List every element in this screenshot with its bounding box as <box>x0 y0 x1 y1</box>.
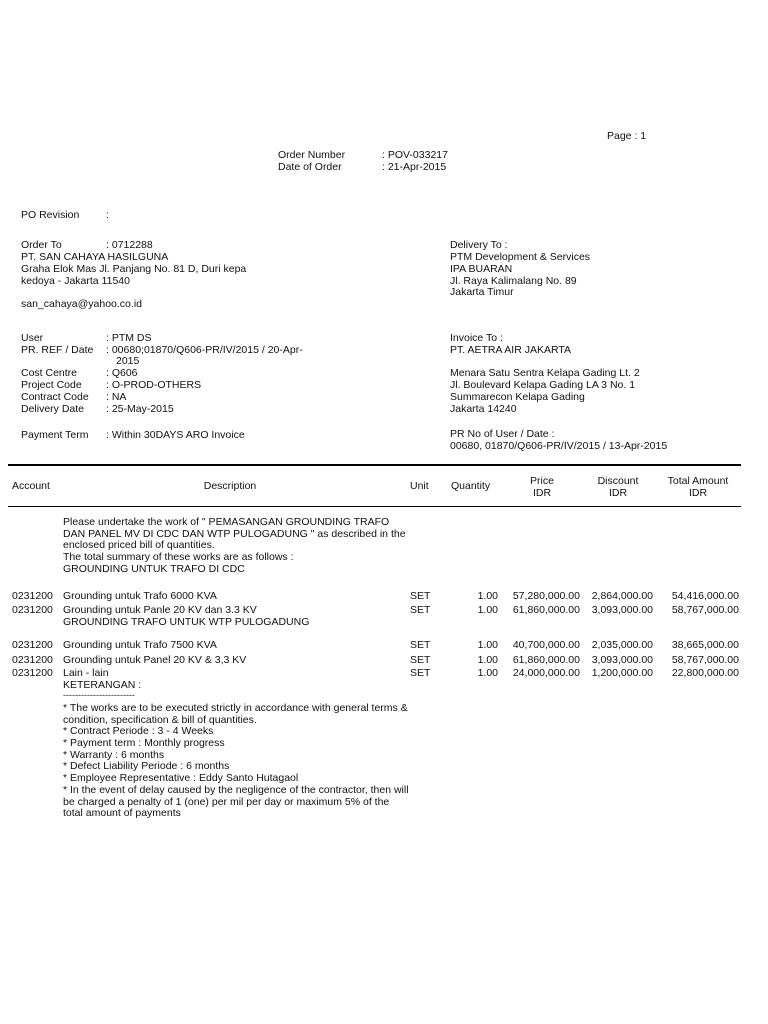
vendor-address-line-2: kedoya - Jakarta 11540 <box>21 275 130 287</box>
cell-account: 0231200 <box>12 667 53 679</box>
cell-unit: SET <box>410 654 431 666</box>
remarks-heading: KETERANGAN : <box>63 679 142 691</box>
delivery-line-2: IPA BUARAN <box>450 263 513 275</box>
intro-line: enclosed priced bill of quantities. <box>63 539 215 551</box>
pr-ref-label: PR. REF / Date <box>21 344 94 356</box>
cell-account: 0231200 <box>12 654 53 666</box>
cell-quantity: 1.00 <box>477 590 498 602</box>
cell-price: 61,860,000.00 <box>512 604 580 616</box>
po-revision-label: PO Revision <box>21 209 80 221</box>
cell-description: Grounding untuk Trafo 6000 KVA <box>63 590 217 602</box>
vendor-address-line-1: Graha Elok Mas Jl. Panjang No. 81 D, Duri kepa <box>21 263 247 275</box>
cell-discount: 3,093,000.00 <box>591 604 653 616</box>
cell-discount: 2,035,000.00 <box>591 639 653 651</box>
cell-quantity: 1.00 <box>477 639 498 651</box>
note-line: * Contract Periode : 3 - 4 Weeks <box>63 725 214 737</box>
section-heading-wtp: GROUNDING TRAFO UNTUK WTP PULOGADUNG <box>63 616 310 628</box>
vendor-email: san_cahaya@yahoo.co.id <box>21 298 142 310</box>
intro-line: Please undertake the work of " PEMASANGAN GROUNDING TRAFO <box>63 516 390 528</box>
cell-price: 61,860,000.00 <box>512 654 580 666</box>
note-line: * The works are to be executed strictly in accordance with general terms & <box>63 702 408 714</box>
cell-price: 40,700,000.00 <box>512 639 580 651</box>
user-value: : PTM DS <box>106 332 152 344</box>
invoice-line-3: Summarecon Kelapa Gading <box>450 391 585 403</box>
payment-term-value: : Within 30DAYS ARO Invoice <box>106 429 245 441</box>
payment-term-label: Payment Term <box>21 429 89 441</box>
col-price-header: Price <box>530 475 554 487</box>
intro-line: DAN PANEL MV DI CDC DAN WTP PULOGADUNG " as described in the <box>63 528 406 540</box>
note-line: * Payment term : Monthly progress <box>63 737 225 749</box>
intro-line: The total summary of these works are as follows : <box>63 551 294 563</box>
cell-account: 0231200 <box>12 604 53 616</box>
cell-description: Grounding untuk Panle 20 KV dan 3.3 KV <box>63 604 257 616</box>
cost-centre-value: : Q606 <box>106 367 138 379</box>
col-description-header: Description <box>203 480 257 492</box>
delivery-line-4: Jakarta Timur <box>450 286 514 298</box>
cell-unit: SET <box>410 667 431 679</box>
invoice-to-label: Invoice To : <box>450 332 503 344</box>
note-line: total amount of payments <box>63 807 181 819</box>
cell-unit: SET <box>410 639 431 651</box>
delivery-to-label: Delivery To : <box>450 239 508 251</box>
project-code-value: : O-PROD-OTHERS <box>106 379 202 391</box>
table-header-rule <box>8 506 741 507</box>
cell-quantity: 1.00 <box>477 654 498 666</box>
cell-discount: 1,200,000.00 <box>591 667 653 679</box>
cell-description: Lain - lain <box>63 667 109 679</box>
cell-total: 38,665,000.00 <box>671 639 739 651</box>
pr-user-value: 00680, 01870/Q606-PR/IV/2015 / 13-Apr-2015 <box>450 440 668 452</box>
delivery-line-3: Jl. Raya Kalimalang No. 89 <box>450 275 577 287</box>
invoice-line-4: Jakarta 14240 <box>450 403 517 415</box>
order-to-value: : 0712288 <box>106 239 153 251</box>
note-line: * Warranty : 6 months <box>63 749 165 761</box>
invoice-company: PT. AETRA AIR JAKARTA <box>450 344 571 356</box>
cell-account: 0231200 <box>12 639 53 651</box>
remarks-divider: ------------------------ <box>63 690 135 700</box>
note-line: * Defect Liability Periode : 6 months <box>63 760 230 772</box>
vendor-name: PT. SAN CAHAYA HASILGUNA <box>21 251 169 263</box>
cell-unit: SET <box>410 590 431 602</box>
project-code-label: Project Code <box>21 379 82 391</box>
cell-discount: 2,864,000.00 <box>591 590 653 602</box>
order-number-label: Order Number <box>278 149 346 161</box>
col-account-header: Account <box>12 480 50 492</box>
col-quantity-header: Quantity <box>451 480 491 492</box>
cell-total: 58,767,000.00 <box>671 604 739 616</box>
note-line: * In the event of delay caused by the negligence of the contractor, then will <box>63 784 409 796</box>
pr-user-label: PR No of User / Date : <box>450 428 555 440</box>
cell-description: Grounding untuk Trafo 7500 KVA <box>63 639 217 651</box>
order-number-value: : POV-033217 <box>382 149 448 161</box>
note-line: * Employee Representative : Eddy Santo Hutagaol <box>63 772 299 784</box>
cell-price: 57,280,000.00 <box>512 590 580 602</box>
order-date-value: : 21-Apr-2015 <box>382 161 447 173</box>
cell-discount: 3,093,000.00 <box>591 654 653 666</box>
cell-total: 22,800,000.00 <box>671 667 739 679</box>
order-date-label: Date of Order <box>278 161 342 173</box>
page-number: Page : 1 <box>607 130 647 142</box>
invoice-line-1: Menara Satu Sentra Kelapa Gading Lt. 2 <box>450 367 640 379</box>
cell-description: Grounding untuk Panel 20 KV & 3,3 KV <box>63 654 247 666</box>
section-heading-cdc: GROUNDING UNTUK TRAFO DI CDC <box>63 563 245 575</box>
col-total-header: Total Amount <box>667 475 729 487</box>
cell-quantity: 1.00 <box>477 667 498 679</box>
delivery-date-value: : 25-May-2015 <box>106 403 174 415</box>
cell-account: 0231200 <box>12 590 53 602</box>
pr-ref-value: : 00680;01870/Q606-PR/IV/2015 / 20-Apr- <box>106 344 303 356</box>
cell-price: 24,000,000.00 <box>512 667 580 679</box>
col-discount-header: Discount <box>597 475 639 487</box>
delivery-line-1: PTM Development & Services <box>450 251 591 263</box>
note-line: be charged a penalty of 1 (one) per mil per day or maximum 5% of the <box>63 796 390 808</box>
col-unit-header: Unit <box>410 480 429 492</box>
user-label: User <box>21 332 44 344</box>
col-total-currency: IDR <box>688 487 708 499</box>
note-line: condition, specification & bill of quantities. <box>63 714 257 726</box>
po-revision-value: : <box>106 209 109 221</box>
cell-unit: SET <box>410 604 431 616</box>
cost-centre-label: Cost Centre <box>21 367 78 379</box>
pr-ref-value-continued: 2015 <box>116 355 140 367</box>
invoice-line-2: Jl. Boulevard Kelapa Gading LA 3 No. 1 <box>450 379 636 391</box>
cell-total: 54,416,000.00 <box>671 590 739 602</box>
table-top-rule <box>8 464 741 466</box>
order-to-label: Order To <box>21 239 62 251</box>
col-price-currency: IDR <box>532 487 552 499</box>
cell-total: 58,767,000.00 <box>671 654 739 666</box>
col-discount-currency: IDR <box>608 487 628 499</box>
delivery-date-label: Delivery Date <box>21 403 85 415</box>
cell-quantity: 1.00 <box>477 604 498 616</box>
contract-code-label: Contract Code <box>21 391 89 403</box>
contract-code-value: : NA <box>106 391 127 403</box>
